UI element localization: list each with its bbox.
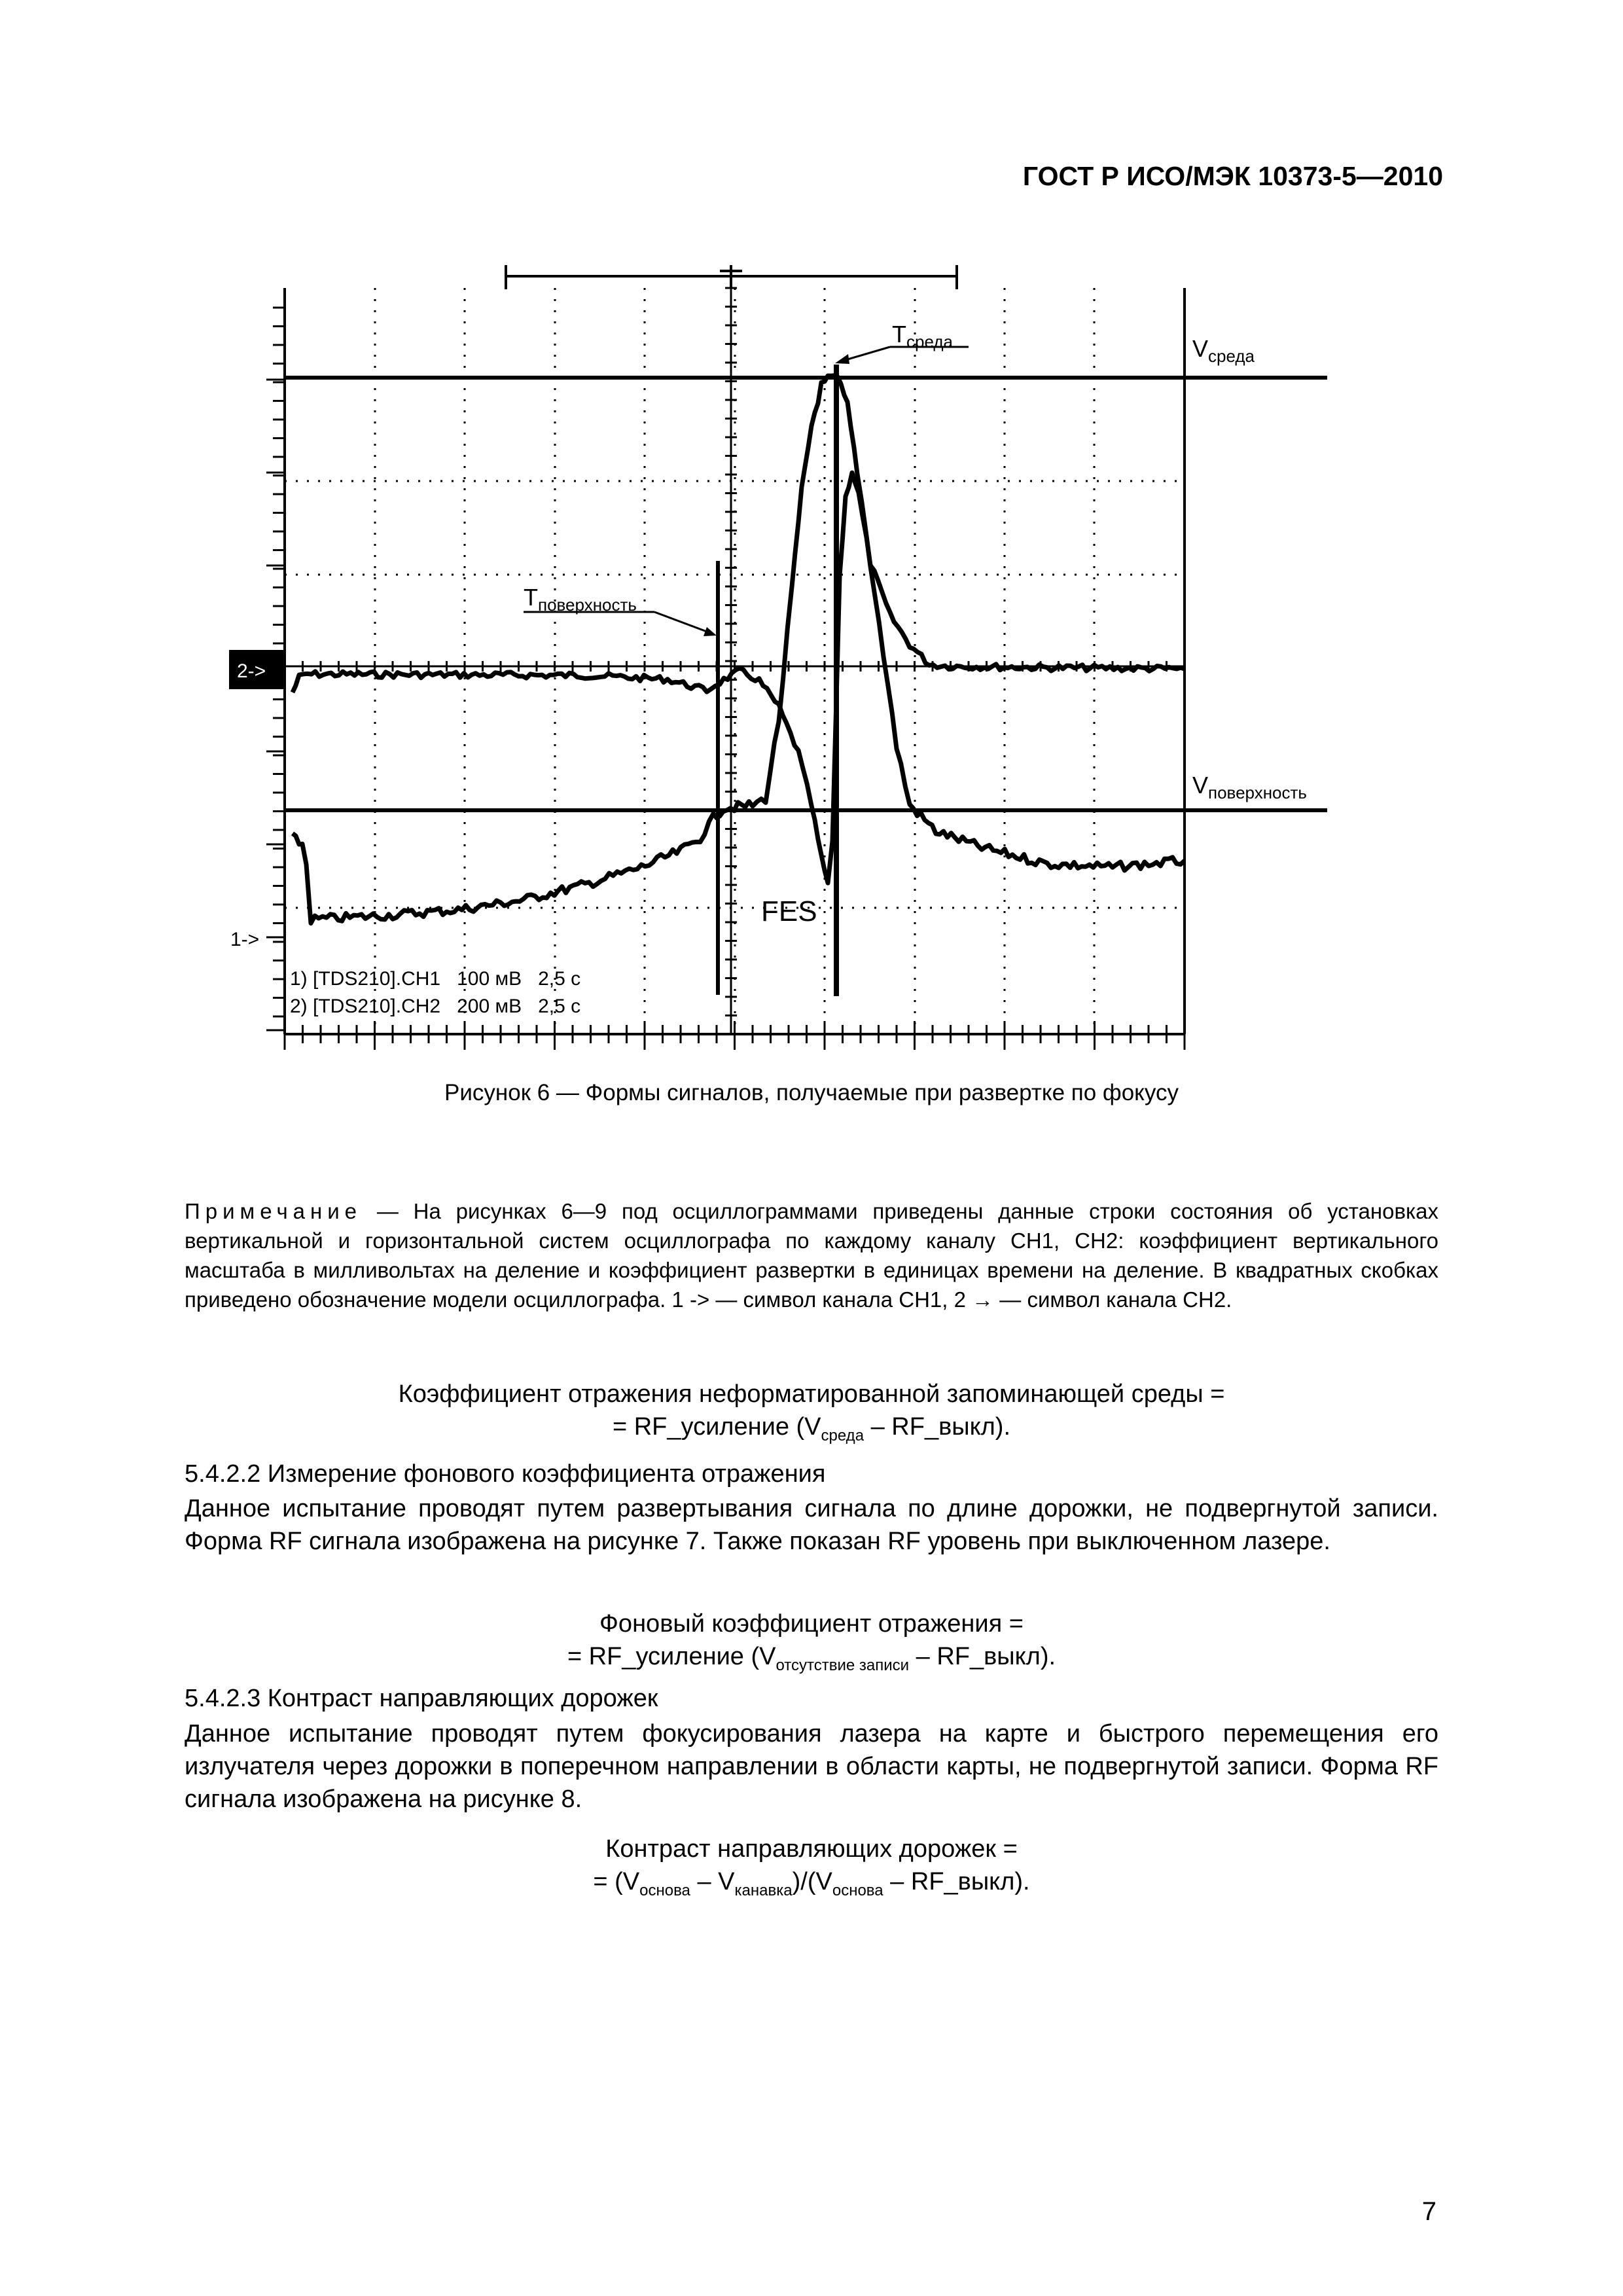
oscillogram-figure bbox=[0, 0, 1623, 1073]
figure-caption: Рисунок 6 — Формы сигналов, получаемые при развертке по фокусу bbox=[444, 1080, 1179, 1105]
ch1-trace bbox=[293, 376, 1185, 924]
t-medium-label: Т bbox=[892, 321, 906, 348]
t-medium-arrowhead bbox=[835, 354, 849, 364]
formula1-line2: = RF_усиление ($V_{среда}$ – RF_выкл). bbox=[612, 1413, 1011, 1444]
trigger-bracket bbox=[506, 265, 957, 289]
v-medium-label: V bbox=[1192, 335, 1209, 362]
svg-text:Тсреда bbox=[892, 321, 954, 351]
formula1-line1: Коэффициент отражения неформатированной запоминающей среды = bbox=[398, 1380, 1225, 1408]
note-text: — На рисунках 6—9 под осциллограммами приведены данные строки состояния об установках вертикальной и горизонтальной систем осциллографа по каждому каналу CH1, CH2: коэффициент вертикального масштаба в милливольтах на деление и коэффициент развертки в единицах времени на деление. В квадратных скобках приведено обозначение модели осциллографа. 1 -> — символ канала CH1, 2 → — символ канала CH2. bbox=[185, 1199, 1438, 1312]
svg-text:Тповерхность bbox=[524, 584, 637, 615]
formula3-line2: = $(V_{основа} - V_{канавка})/(V_{основа}$ – RF_выкл). bbox=[593, 1868, 1030, 1899]
section-5-4-2-3-heading: 5.4.2.3 Контраст направляющих дорожек bbox=[185, 1685, 658, 1712]
section-5-4-2-2-heading: 5.4.2.2 Измерение фонового коэффициента отражения bbox=[185, 1460, 826, 1488]
fes-label: FES bbox=[761, 895, 817, 927]
status-line-1: 1) [TDS210].CH1 100 мВ 2,5 с bbox=[290, 968, 581, 990]
section-5-4-2-2-body: Данное испытание проводят путем развертывания сигнала по длине дорожки, не подвергнутой записи. Форма RF сигнала изображена на рисунке 7. Также показан RF уровень при выключенном лазере. bbox=[185, 1495, 1438, 1555]
formula-track-contrast bbox=[0, 1833, 1623, 1907]
t-surface-label-sub: поверхность bbox=[538, 595, 637, 615]
note-label: Примечание bbox=[185, 1199, 363, 1223]
formula3-line1: Контраст направляющих дорожек = bbox=[605, 1835, 1018, 1863]
formula-unformatted-reflectance bbox=[0, 1378, 1623, 1452]
svg-text:Vповерхность bbox=[1192, 772, 1307, 802]
status-line-2: 2) [TDS210].CH2 200 мВ 2,5 с bbox=[290, 996, 581, 1017]
ch1-marker: 1-> bbox=[230, 929, 260, 950]
document-code: ГОСТ Р ИСО/МЭК 10373-5—2010 bbox=[1022, 161, 1443, 191]
section-5-4-2-3-body: Данное испытание проводят путем фокусирования лазера на карте и быстрого перемещения его излучателя через дорожки в поперечном направлении в области карты, не подвергнутой записи. Форма RF сигнала изображена на рисунке 8. bbox=[185, 1720, 1438, 1813]
t-surface-label: Т bbox=[524, 584, 538, 611]
formula-background-reflectance bbox=[0, 1607, 1623, 1682]
v-surface-label-sub: поверхность bbox=[1208, 783, 1307, 802]
v-surface-label: V bbox=[1192, 772, 1209, 798]
t-surface-arrow bbox=[524, 612, 712, 634]
t-medium-label-sub: среда bbox=[906, 332, 953, 351]
formula2-line2: = RF_усиление ($V_{отсутствие записи}$ – RF_выкл). bbox=[567, 1643, 1056, 1674]
ch2-trace bbox=[293, 473, 1185, 883]
figure-note bbox=[185, 1196, 1438, 1314]
svg-text:Vсреда bbox=[1192, 335, 1255, 366]
page-number: 7 bbox=[1421, 2197, 1436, 2226]
ch2-marker: 2-> bbox=[237, 660, 266, 682]
formula2-line1: Фоновый коэффициент отражения = bbox=[599, 1610, 1024, 1638]
t-surface-arrowhead bbox=[704, 627, 717, 636]
v-medium-label-sub: среда bbox=[1208, 346, 1255, 366]
